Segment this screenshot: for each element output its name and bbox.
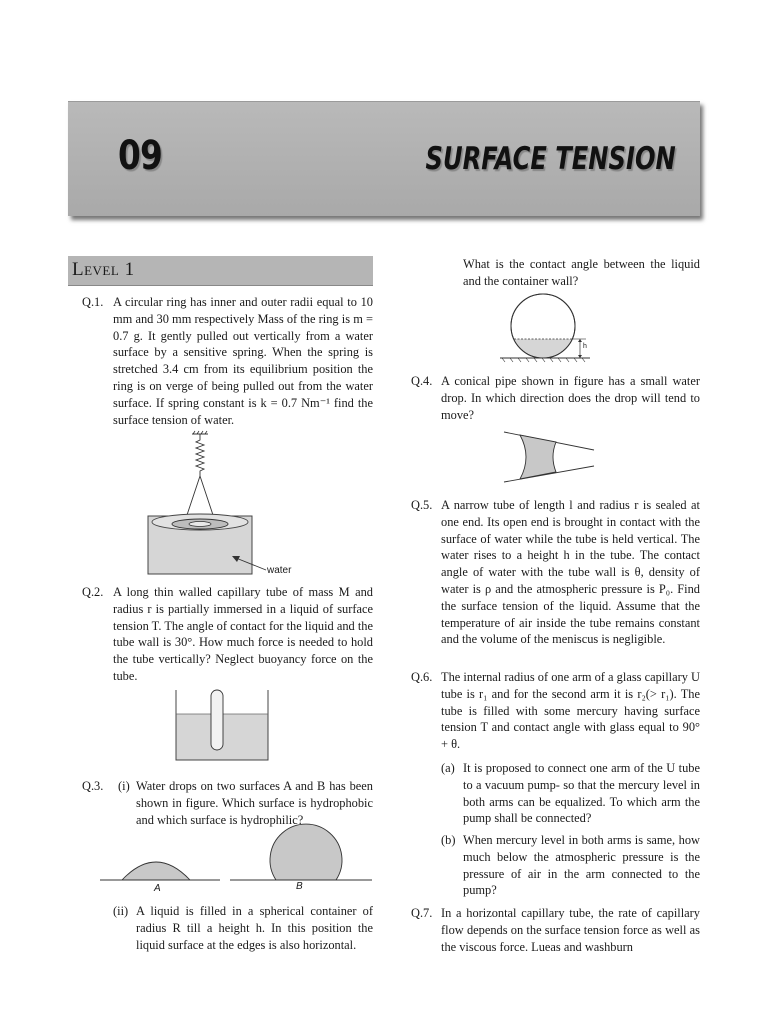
q1-water-label: water xyxy=(267,565,292,576)
level-label: Level 1 xyxy=(72,259,135,280)
q3-number: Q.3. xyxy=(82,779,104,793)
q1-figure xyxy=(140,428,300,578)
q7-text: In a horizontal capillary tube, the rate of capillary flow depends on the surface tension force as well as the viscous force. Lueas and washburn xyxy=(441,906,700,954)
q3-part-i-text: Water drops on two surfaces A and B has been shown in figure. Which surface is hydrophobic and which surface is hydrophilic? xyxy=(136,779,373,827)
q4-text: A conical pipe shown in figure has a small water drop. In which direction does the drop will tend to move? xyxy=(441,374,700,422)
q2-number: Q.2. xyxy=(82,585,104,599)
q6-part-b-text: When mercury level in both arms is same, how much below the atmospheric pressure is the pressure of air in the arm connected to the pump? xyxy=(463,833,700,898)
level-heading xyxy=(68,256,373,286)
q5-number: Q.5. xyxy=(411,498,433,512)
q6-part-a-number: (a) xyxy=(441,761,455,775)
q1-number: Q.1. xyxy=(82,295,104,309)
q2-figure xyxy=(175,690,270,762)
q3-figure xyxy=(100,830,375,895)
q4-figure xyxy=(502,430,597,485)
q3-part-i-number: (i) xyxy=(118,779,130,793)
q7-number: Q.7. xyxy=(411,906,433,920)
q3-sphere-figure xyxy=(500,292,600,364)
q6-text: The internal radius of one arm of a glass capillary U tube is r₁ and for the second arm it is r₂(> r₁). The tube is filled with some mercury having surface tension T and contact angle with glass equal to 90° + θ. xyxy=(441,670,700,752)
q6-part-a-text: It is proposed to connect one arm of the U tube to a vacuum pump- so that the mercury level in both arms can be equalized. To which arm the pump shall be connected? xyxy=(463,761,700,826)
q3-height-label: h xyxy=(583,343,587,350)
q3-part-ii-text: A liquid is filled in a spherical container of radius R till a height h. In this position the liquid surface at the edges is also horizontal. xyxy=(136,904,373,952)
chapter-number: 09 xyxy=(118,133,163,179)
q3-part-ii-number: (ii) xyxy=(113,904,129,918)
q3-part-ii-continued: What is the contact angle between the liquid and the container wall? xyxy=(463,257,700,288)
q5-text: A narrow tube of length l and radius r is sealed at one end. Its open end is brought in contact with the surface of water while the tube is held vertical. The water rises to a height h in the tube. The contact angle of water with the tube wall is θ, density of water is ρ and the atmospheric pressure is P₀. Find the surface tension of the liquid. Assume that the temperature of air inside the tube remains constant and the volume of the meniscus is negligible. xyxy=(441,498,700,647)
q3-label-a: A xyxy=(154,883,161,894)
q4-number: Q.4. xyxy=(411,374,433,388)
chapter-title: SURFACE TENSION xyxy=(425,141,676,177)
q3-label-b: B xyxy=(296,881,303,892)
q6-part-b-number: (b) xyxy=(441,833,456,847)
q6-number: Q.6. xyxy=(411,670,433,684)
q1-text: A circular ring has inner and outer radii equal to 10 mm and 30 mm respectively Mass of the ring is m = 0.7 g. It gently pulled out vertically from a water surface by a sensitive spring. When the spring is stretched 3.4 cm from its equilibrium position the ring is on verge of being pulled out from the water surface. If spring constant is k = 0.7 Nm⁻¹ find the surface tension of water. xyxy=(113,295,373,427)
q2-text: A long thin walled capillary tube of mass M and radius r is partially immersed in a liquid of surface tension T. The angle of contact for the liquid and the tube wall is 30°. How much force is needed to hold the tube vertically? Neglect buoyancy force on the tube. xyxy=(113,585,373,683)
